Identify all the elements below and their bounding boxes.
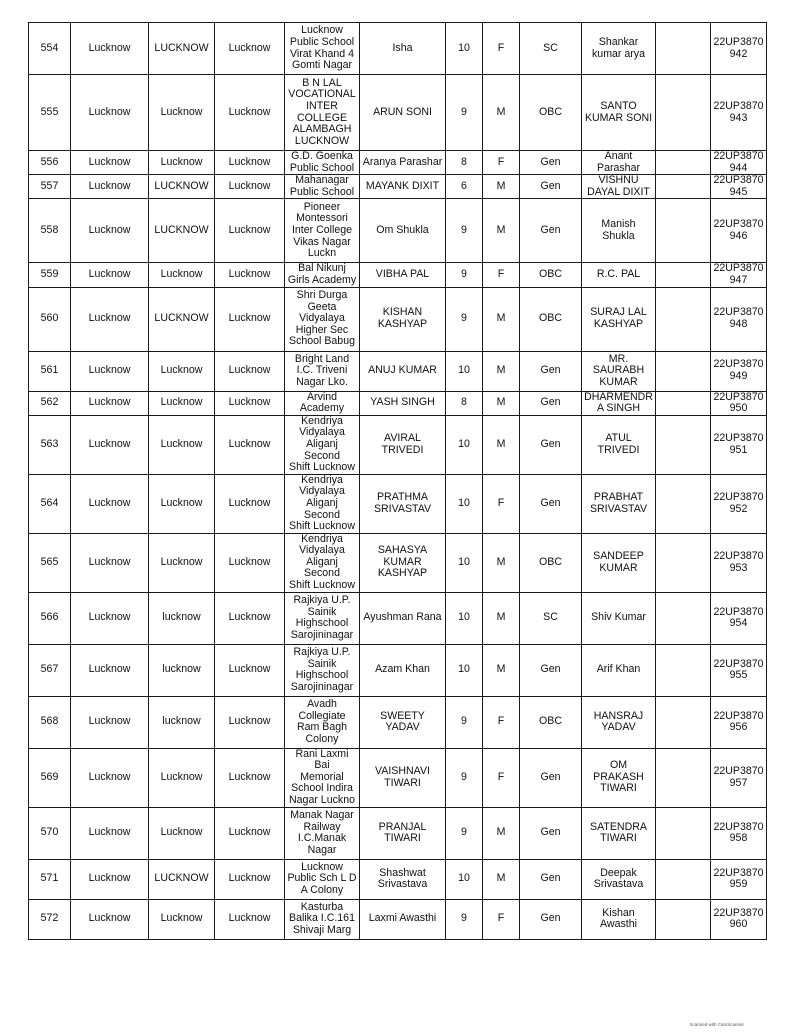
cell-class: 9 (446, 807, 483, 859)
cell-block: Lucknow (215, 391, 285, 415)
cell-category: OBC (520, 533, 582, 592)
cell-student-name: Isha (360, 23, 446, 75)
cell-registration-no: 22UP3870 960 (711, 899, 767, 939)
cell-gender: M (483, 533, 520, 592)
table-row (29, 899, 767, 939)
cell-block: Lucknow (215, 807, 285, 859)
cell-father-name: R.C. PAL (582, 263, 656, 287)
student-register-table (28, 22, 767, 940)
cell-block: Lucknow (215, 175, 285, 199)
cell-blank (656, 644, 711, 696)
cell-school: Kendriya Vidyalaya Aliganj Second Shift Lucknow (285, 474, 360, 533)
cell-school: B N LAL VOCATIONAL INTER COLLEGE ALAMBAGH LUCKNOW (285, 75, 360, 151)
cell-serial: 563 (29, 415, 71, 474)
cell-city: LUCKNOW (149, 287, 215, 351)
cell-father-name: Shankar kumar arya (582, 23, 656, 75)
cell-student-name: Om Shukla (360, 199, 446, 263)
cell-city: LUCKNOW (149, 199, 215, 263)
cell-registration-no: 22UP3870 947 (711, 263, 767, 287)
cell-class: 6 (446, 175, 483, 199)
cell-school: Kendriya Vidyalaya Aliganj Second Shift Lucknow (285, 533, 360, 592)
cell-category: Gen (520, 351, 582, 391)
cell-registration-no: 22UP3870 955 (711, 644, 767, 696)
cell-class: 9 (446, 199, 483, 263)
cell-student-name: SAHASYA KUMAR KASHYAP (360, 533, 446, 592)
cell-block: Lucknow (215, 75, 285, 151)
cell-block: Lucknow (215, 474, 285, 533)
cell-school: Shri Durga Geeta Vidyalaya Higher Sec School Babug (285, 287, 360, 351)
cell-registration-no: 22UP3870 956 (711, 696, 767, 748)
cell-category: OBC (520, 696, 582, 748)
cell-class: 9 (446, 263, 483, 287)
cell-gender: M (483, 391, 520, 415)
cell-blank (656, 351, 711, 391)
cell-category: Gen (520, 807, 582, 859)
cell-district: Lucknow (71, 391, 149, 415)
cell-gender: M (483, 592, 520, 644)
cell-serial: 571 (29, 859, 71, 899)
cell-school: Kasturba Balika I.C.161 Shivaji Marg (285, 899, 360, 939)
cell-student-name: SWEETY YADAV (360, 696, 446, 748)
scanner-watermark: Scanned with CamScanner (689, 1022, 744, 1027)
cell-city: Lucknow (149, 263, 215, 287)
cell-school: Rani Laxmi Bai Memorial School Indira Nagar Luckno (285, 748, 360, 807)
cell-serial: 572 (29, 899, 71, 939)
cell-serial: 569 (29, 748, 71, 807)
cell-blank (656, 199, 711, 263)
cell-block: Lucknow (215, 696, 285, 748)
cell-block: Lucknow (215, 592, 285, 644)
cell-city: Lucknow (149, 533, 215, 592)
cell-district: Lucknow (71, 644, 149, 696)
cell-district: Lucknow (71, 75, 149, 151)
cell-school: Manak Nagar Railway I.C.Manak Nagar (285, 807, 360, 859)
cell-school: Bal Nikunj Girls Academy (285, 263, 360, 287)
cell-district: Lucknow (71, 23, 149, 75)
cell-student-name: PRATHMA SRIVASTAV (360, 474, 446, 533)
cell-school: Rajkiya U.P. Sainik Highschool Sarojininagar (285, 644, 360, 696)
cell-student-name: YASH SINGH (360, 391, 446, 415)
cell-blank (656, 415, 711, 474)
cell-father-name: SANDEEP KUMAR (582, 533, 656, 592)
cell-father-name: Manish Shukla (582, 199, 656, 263)
cell-blank (656, 533, 711, 592)
cell-category: Gen (520, 748, 582, 807)
table-row (29, 199, 767, 263)
cell-city: Lucknow (149, 474, 215, 533)
cell-registration-no: 22UP3870 948 (711, 287, 767, 351)
cell-city: Lucknow (149, 151, 215, 175)
cell-district: Lucknow (71, 533, 149, 592)
cell-registration-no: 22UP3870 951 (711, 415, 767, 474)
cell-gender: M (483, 287, 520, 351)
cell-city: lucknow (149, 592, 215, 644)
cell-gender: M (483, 644, 520, 696)
cell-father-name: MR. SAURABH KUMAR (582, 351, 656, 391)
cell-father-name: Deepak Srivastava (582, 859, 656, 899)
cell-gender: F (483, 474, 520, 533)
cell-district: Lucknow (71, 151, 149, 175)
table-row (29, 263, 767, 287)
table-row (29, 391, 767, 415)
cell-registration-no: 22UP3870 944 (711, 151, 767, 175)
cell-blank (656, 263, 711, 287)
cell-gender: F (483, 263, 520, 287)
cell-father-name: Kishan Awasthi (582, 899, 656, 939)
cell-serial: 570 (29, 807, 71, 859)
cell-father-name: VISHNU DAYAL DIXIT (582, 175, 656, 199)
cell-block: Lucknow (215, 263, 285, 287)
cell-student-name: Ayushman Rana (360, 592, 446, 644)
cell-city: LUCKNOW (149, 859, 215, 899)
cell-blank (656, 287, 711, 351)
cell-serial: 556 (29, 151, 71, 175)
cell-registration-no: 22UP3870 959 (711, 859, 767, 899)
cell-class: 9 (446, 287, 483, 351)
cell-student-name: ARUN SONI (360, 75, 446, 151)
cell-city: Lucknow (149, 75, 215, 151)
cell-category: Gen (520, 474, 582, 533)
cell-student-name: Laxmi Awasthi (360, 899, 446, 939)
cell-father-name: HANSRAJ YADAV (582, 696, 656, 748)
cell-blank (656, 474, 711, 533)
cell-father-name: Anant Parashar (582, 151, 656, 175)
cell-block: Lucknow (215, 23, 285, 75)
cell-father-name: Arif Khan (582, 644, 656, 696)
cell-district: Lucknow (71, 474, 149, 533)
cell-student-name: PRANJAL TIWARI (360, 807, 446, 859)
cell-city: Lucknow (149, 807, 215, 859)
cell-blank (656, 859, 711, 899)
cell-gender: F (483, 696, 520, 748)
cell-district: Lucknow (71, 199, 149, 263)
cell-category: Gen (520, 644, 582, 696)
table-row (29, 533, 767, 592)
cell-blank (656, 696, 711, 748)
cell-class: 9 (446, 748, 483, 807)
cell-student-name: ANUJ KUMAR (360, 351, 446, 391)
cell-serial: 560 (29, 287, 71, 351)
cell-student-name: KISHAN KASHYAP (360, 287, 446, 351)
cell-serial: 555 (29, 75, 71, 151)
cell-serial: 562 (29, 391, 71, 415)
table-row (29, 351, 767, 391)
cell-district: Lucknow (71, 592, 149, 644)
cell-city: Lucknow (149, 351, 215, 391)
cell-district: Lucknow (71, 175, 149, 199)
cell-district: Lucknow (71, 748, 149, 807)
cell-district: Lucknow (71, 696, 149, 748)
table-body (29, 23, 767, 940)
cell-class: 8 (446, 151, 483, 175)
table-row (29, 807, 767, 859)
cell-father-name: PRABHAT SRIVASTAV (582, 474, 656, 533)
cell-blank (656, 748, 711, 807)
cell-registration-no: 22UP3870 949 (711, 351, 767, 391)
cell-school: Bright Land I.C. Triveni Nagar Lko. (285, 351, 360, 391)
cell-serial: 557 (29, 175, 71, 199)
cell-registration-no: 22UP3870 954 (711, 592, 767, 644)
cell-block: Lucknow (215, 151, 285, 175)
cell-class: 10 (446, 351, 483, 391)
cell-serial: 554 (29, 23, 71, 75)
cell-city: LUCKNOW (149, 175, 215, 199)
cell-gender: F (483, 151, 520, 175)
table-row (29, 474, 767, 533)
cell-serial: 565 (29, 533, 71, 592)
cell-block: Lucknow (215, 748, 285, 807)
cell-registration-no: 22UP3870 952 (711, 474, 767, 533)
cell-block: Lucknow (215, 644, 285, 696)
cell-block: Lucknow (215, 859, 285, 899)
cell-school: Kendriya Vidyalaya Aliganj Second Shift Lucknow (285, 415, 360, 474)
table-row (29, 287, 767, 351)
cell-serial: 558 (29, 199, 71, 263)
cell-father-name: Shiv Kumar (582, 592, 656, 644)
cell-class: 9 (446, 899, 483, 939)
cell-category: SC (520, 23, 582, 75)
cell-blank (656, 807, 711, 859)
cell-blank (656, 175, 711, 199)
cell-category: SC (520, 592, 582, 644)
cell-gender: F (483, 748, 520, 807)
cell-registration-no: 22UP3870 953 (711, 533, 767, 592)
cell-student-name: AVIRAL TRIVEDI (360, 415, 446, 474)
table-row (29, 859, 767, 899)
cell-school: Pioneer Montessori Inter College Vikas Nagar Luckn (285, 199, 360, 263)
cell-gender: M (483, 415, 520, 474)
table-row (29, 75, 767, 151)
cell-category: Gen (520, 151, 582, 175)
cell-registration-no: 22UP3870 943 (711, 75, 767, 151)
cell-father-name: ATUL TRIVEDI (582, 415, 656, 474)
cell-city: LUCKNOW (149, 23, 215, 75)
cell-gender: M (483, 199, 520, 263)
cell-block: Lucknow (215, 899, 285, 939)
cell-gender: M (483, 175, 520, 199)
cell-serial: 559 (29, 263, 71, 287)
cell-father-name: OM PRAKASH TIWARI (582, 748, 656, 807)
cell-gender: M (483, 75, 520, 151)
cell-gender: M (483, 807, 520, 859)
cell-class: 10 (446, 533, 483, 592)
cell-registration-no: 22UP3870 942 (711, 23, 767, 75)
table-row (29, 592, 767, 644)
cell-category: OBC (520, 75, 582, 151)
cell-blank (656, 899, 711, 939)
cell-district: Lucknow (71, 415, 149, 474)
cell-city: Lucknow (149, 899, 215, 939)
cell-district: Lucknow (71, 859, 149, 899)
cell-category: Gen (520, 899, 582, 939)
cell-serial: 567 (29, 644, 71, 696)
cell-serial: 561 (29, 351, 71, 391)
cell-class: 10 (446, 644, 483, 696)
cell-registration-no: 22UP3870 957 (711, 748, 767, 807)
cell-blank (656, 23, 711, 75)
cell-class: 8 (446, 391, 483, 415)
table-row (29, 696, 767, 748)
cell-blank (656, 391, 711, 415)
cell-father-name: DHARMENDR A SINGH (582, 391, 656, 415)
table-row (29, 644, 767, 696)
cell-category: OBC (520, 287, 582, 351)
cell-blank (656, 592, 711, 644)
cell-category: Gen (520, 415, 582, 474)
cell-class: 10 (446, 23, 483, 75)
cell-student-name: MAYANK DIXIT (360, 175, 446, 199)
table-row (29, 23, 767, 75)
cell-district: Lucknow (71, 899, 149, 939)
cell-student-name: Shashwat Srivastava (360, 859, 446, 899)
cell-student-name: VIBHA PAL (360, 263, 446, 287)
cell-district: Lucknow (71, 807, 149, 859)
cell-father-name: SANTO KUMAR SONI (582, 75, 656, 151)
cell-city: lucknow (149, 696, 215, 748)
cell-serial: 568 (29, 696, 71, 748)
cell-student-name: Aranya Parashar (360, 151, 446, 175)
cell-block: Lucknow (215, 415, 285, 474)
table-row (29, 151, 767, 175)
cell-serial: 566 (29, 592, 71, 644)
cell-registration-no: 22UP3870 945 (711, 175, 767, 199)
cell-student-name: VAISHNAVI TIWARI (360, 748, 446, 807)
document-page (28, 22, 766, 940)
cell-category: OBC (520, 263, 582, 287)
cell-serial: 564 (29, 474, 71, 533)
cell-class: 10 (446, 474, 483, 533)
cell-gender: F (483, 899, 520, 939)
cell-school: Lucknow Public School Virat Khand 4 Gomti Nagar (285, 23, 360, 75)
cell-category: Gen (520, 391, 582, 415)
cell-category: Gen (520, 199, 582, 263)
cell-district: Lucknow (71, 263, 149, 287)
cell-class: 10 (446, 592, 483, 644)
cell-class: 10 (446, 859, 483, 899)
cell-city: Lucknow (149, 391, 215, 415)
cell-block: Lucknow (215, 533, 285, 592)
cell-block: Lucknow (215, 287, 285, 351)
cell-class: 9 (446, 696, 483, 748)
table-row (29, 415, 767, 474)
cell-block: Lucknow (215, 351, 285, 391)
cell-district: Lucknow (71, 351, 149, 391)
cell-school: G.D. Goenka Public School (285, 151, 360, 175)
cell-father-name: SATENDRA TIWARI (582, 807, 656, 859)
cell-father-name: SURAJ LAL KASHYAP (582, 287, 656, 351)
cell-registration-no: 22UP3870 958 (711, 807, 767, 859)
cell-school: Lucknow Public Sch L D A Colony (285, 859, 360, 899)
cell-city: lucknow (149, 644, 215, 696)
cell-registration-no: 22UP3870 946 (711, 199, 767, 263)
cell-gender: F (483, 23, 520, 75)
cell-blank (656, 151, 711, 175)
cell-school: Arvind Academy (285, 391, 360, 415)
cell-registration-no: 22UP3870 950 (711, 391, 767, 415)
cell-block: Lucknow (215, 199, 285, 263)
cell-school: Rajkiya U.P. Sainik Highschool Sarojininagar (285, 592, 360, 644)
cell-school: Avadh Collegiate Ram Bagh Colony (285, 696, 360, 748)
cell-district: Lucknow (71, 287, 149, 351)
cell-category: Gen (520, 175, 582, 199)
cell-class: 10 (446, 415, 483, 474)
cell-category: Gen (520, 859, 582, 899)
cell-city: Lucknow (149, 415, 215, 474)
table-row (29, 175, 767, 199)
cell-gender: M (483, 351, 520, 391)
cell-city: Lucknow (149, 748, 215, 807)
cell-student-name: Azam Khan (360, 644, 446, 696)
cell-gender: M (483, 859, 520, 899)
cell-blank (656, 75, 711, 151)
cell-class: 9 (446, 75, 483, 151)
cell-school: Mahanagar Public School (285, 175, 360, 199)
table-row (29, 748, 767, 807)
